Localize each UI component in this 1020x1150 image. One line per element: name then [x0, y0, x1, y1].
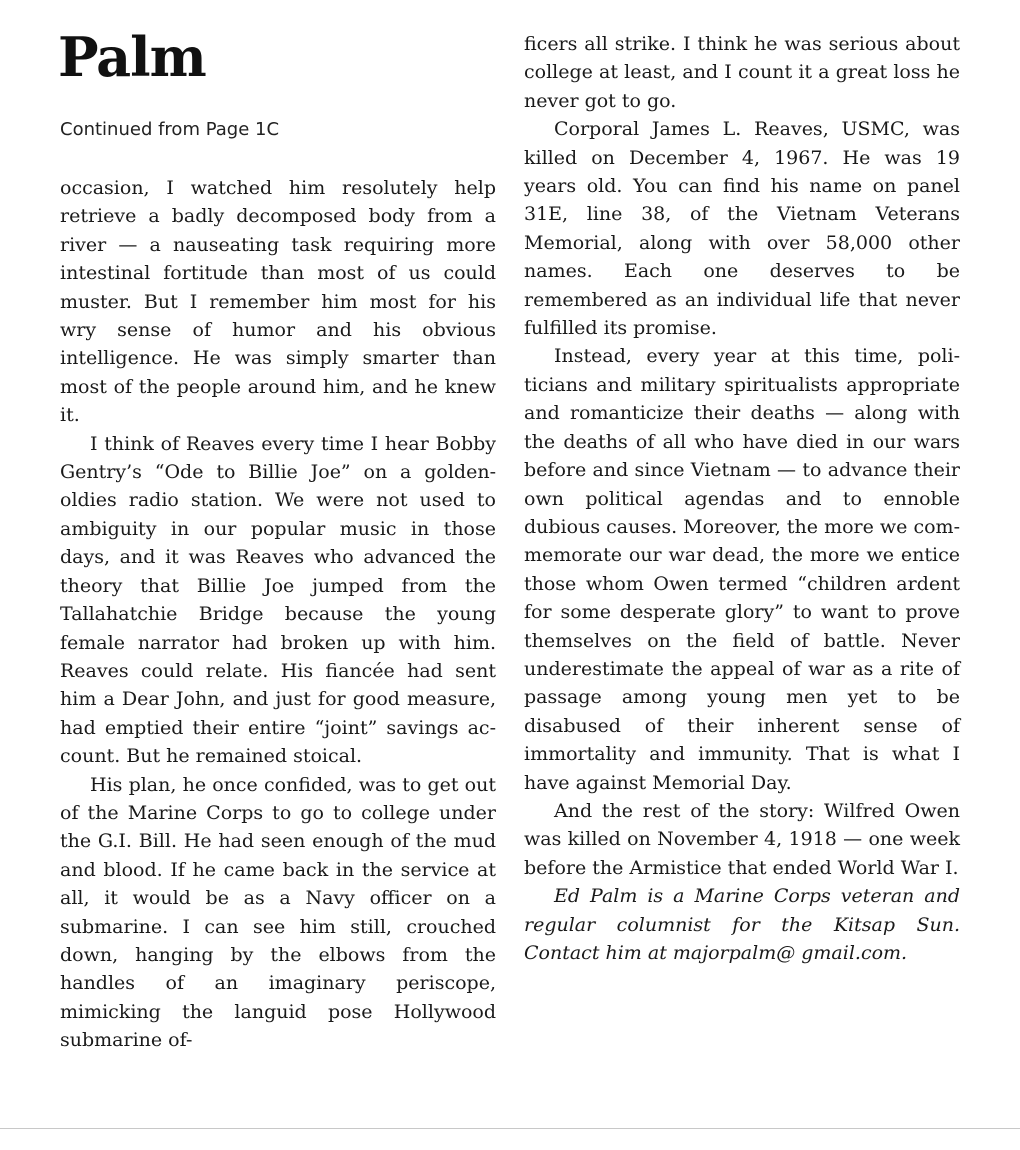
author-bio: Ed Palm is a Marine Corps veteran and regular columnist for the Kitsap Sun. Contact him at majorpalm@ gmail.com.: [524, 885, 960, 964]
paragraph: occasion, I watched him resolutely help retrieve a badly decomposed body from a river — a nauseating task requiring more intestinal fortitude than most of us could muster. But I remember him most for his wry sense of humor and his obvious intelligence. He was simply smarter than most of the people around him, and he knew it.: [60, 177, 496, 427]
article-column-left: [60, 174, 496, 1055]
paragraph: Corporal James L. Reaves, USMC, was killed on December 4, 1967. He was 19 years old. You can find his name on panel 31E, line 38, of the Vietnam Veterans Memorial, along with over 58,000 other names. Each one deserves to be remembered as an individual life that never fulfilled its promise.: [524, 118, 960, 340]
paragraph: Instead, every year at this time, politicians and military spiritualists appropriate and romanticize their deaths — along with the deaths of all who have died in our wars before and since Vietnam — to advance their own political agendas and to ennoble dubious causes. Moreover, the more we commemorate our war dead, the more we entice those whom Owen termed “children ardent for some desperate glory” to want to prove themselves on the field of battle. Never underestimate the appeal of war as a rite of passage among young men yet to be disabused of their inherent sense of immortality and immunity. That is what I have against Memorial Day.: [524, 345, 960, 794]
paragraph: I think of Reaves every time I hear Bobby Gentry’s “Ode to Billie Joe” on a golden-oldies radio station. We were not used to ambiguity in our popular music in those days, and it was Reaves who advanced the theory that Billie Joe jumped from the Tallahatchie Bridge because the young female narrator had broken up with him. Reaves could relate. His fiancée had sent him a Dear John, and just for good measure, had emptied their entire “joint” savings account. But he remained stoical.: [60, 432, 496, 768]
article-column-right: [524, 30, 960, 967]
jump-line: Continued from Page 1C: [60, 119, 280, 140]
headline: Palm: [58, 25, 206, 89]
page-bottom-rule: [0, 1128, 1020, 1129]
paragraph: His plan, he once confided, was to get out of the Marine Corps to go to college under the G.I. Bill. He had seen enough of the mud and blood. If he came back in the service at all, it would be as a Navy officer on a submarine. I can see him still, crouched down, hanging by the elbows from the handles of an imaginary periscope, mimicking the languid pose Hollywood submarine of-: [60, 773, 496, 1052]
paragraph: ficers all strike. I think he was serious about college at least, and I count it a great loss he never got to go.: [524, 33, 960, 112]
paragraph: And the rest of the story: Wilfred Owen was killed on November 4, 1918 — one week before the Armistice that ended World War I.: [524, 799, 960, 879]
